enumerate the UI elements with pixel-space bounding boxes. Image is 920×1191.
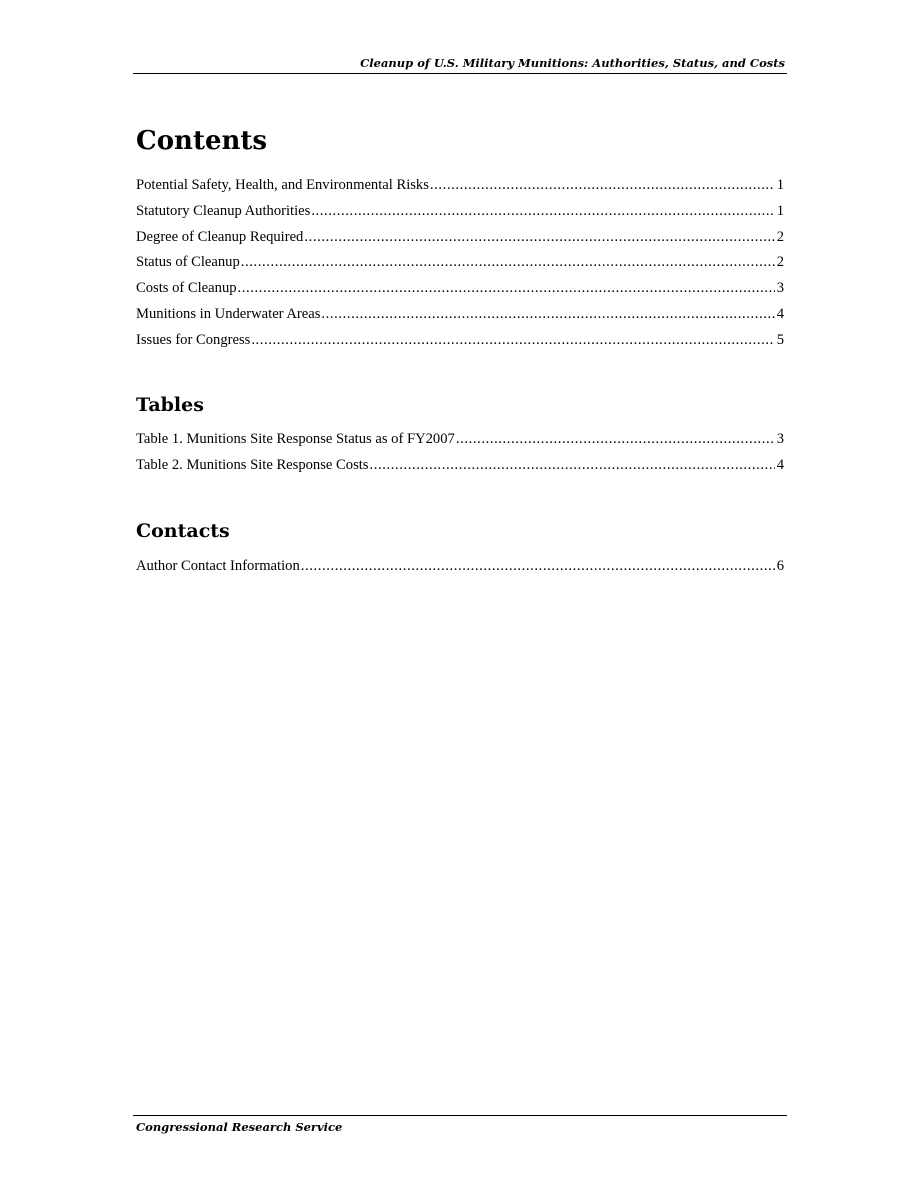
- running-header-title: Cleanup of U.S. Military Munitions: Authorities, Status, and Costs: [360, 56, 785, 70]
- toc-entry-page: 2: [776, 254, 784, 271]
- contacts-heading: Contacts: [136, 520, 230, 542]
- toc-entry-page: 3: [776, 280, 784, 297]
- toc-entry-status-of-cleanup[interactable]: [136, 250, 784, 276]
- toc-entry-page: 1: [776, 177, 784, 193]
- toc-entry-title: Table 1. Munitions Site Response Status as of FY2007: [136, 431, 455, 447]
- dot-leader: [241, 250, 775, 276]
- toc-entry-title: Degree of Cleanup Required: [136, 228, 304, 245]
- toc-entry-author-contact[interactable]: [136, 554, 784, 580]
- dot-leader: [251, 328, 774, 354]
- toc-entry-page: 2: [776, 228, 784, 245]
- toc-entry-title: Author Contact Information: [136, 558, 300, 574]
- toc-entry-title: Table 2. Munitions Site Response Costs: [136, 456, 369, 473]
- contacts-list: [136, 554, 784, 580]
- tables-list: [136, 427, 784, 479]
- toc-entry-table-2[interactable]: [136, 453, 784, 479]
- publisher-name: Congressional Research Service: [136, 1120, 343, 1134]
- toc-entry-page: 6: [776, 558, 784, 574]
- toc-entry-page: 4: [776, 305, 784, 322]
- toc-entry-title: Status of Cleanup: [136, 254, 240, 271]
- toc-entry-title: Statutory Cleanup Authorities: [136, 202, 311, 219]
- toc-entry-title: Munitions in Underwater Areas: [136, 305, 321, 322]
- toc-entry-title: Issues for Congress: [136, 331, 251, 348]
- dot-leader: [430, 173, 775, 199]
- toc-entry-page: 3: [776, 431, 784, 447]
- dot-leader: [238, 276, 775, 302]
- toc-entry-title: Potential Safety, Health, and Environmental Risks: [136, 177, 429, 193]
- toc-entry-page: 5: [776, 331, 784, 348]
- contents-heading: Contents: [136, 126, 268, 156]
- running-header: [133, 56, 787, 74]
- dot-leader: [456, 427, 775, 453]
- contents-list: [136, 173, 784, 354]
- tables-heading: Tables: [136, 394, 204, 416]
- toc-entry-degree-of-cleanup[interactable]: [136, 225, 784, 251]
- dot-leader: [301, 554, 775, 580]
- toc-entry-page: 1: [776, 202, 784, 219]
- dot-leader: [304, 225, 774, 251]
- dot-leader: [311, 199, 774, 225]
- toc-entry-potential-risks[interactable]: [136, 173, 784, 199]
- dot-leader: [321, 302, 774, 328]
- toc-entry-table-1[interactable]: [136, 427, 784, 453]
- running-footer: [133, 1115, 787, 1134]
- toc-entry-statutory-authorities[interactable]: [136, 199, 784, 225]
- dot-leader: [369, 453, 774, 479]
- toc-entry-underwater-areas[interactable]: [136, 302, 784, 328]
- toc-entry-title: Costs of Cleanup: [136, 280, 237, 297]
- toc-entry-costs-of-cleanup[interactable]: [136, 276, 784, 302]
- toc-entry-page: 4: [776, 456, 784, 473]
- toc-entry-issues-for-congress[interactable]: [136, 328, 784, 354]
